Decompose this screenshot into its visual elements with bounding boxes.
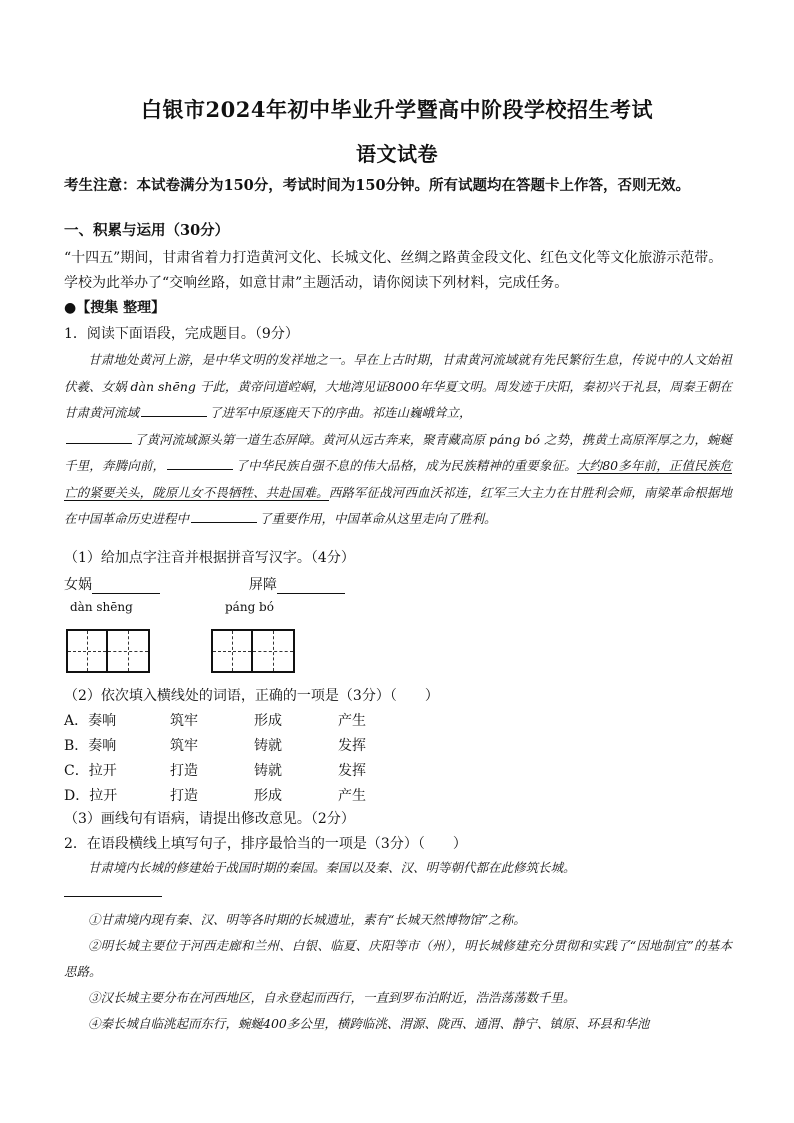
sentence-option: ③汉长城主要分布在河西地区，自永登起而西行，一直到罗布泊附近，浩浩荡荡数千里。 [88, 990, 576, 1005]
option-word: 发挥 [338, 763, 366, 779]
subquestion-2: （2）依次填入横线处的词语，正确的一项是（3分）（ ） [64, 688, 439, 704]
option-label: A．奏响 [64, 713, 117, 729]
answer-line[interactable] [92, 579, 160, 594]
sentence-option: ①甘肃境内现有秦、汉、明等各时期的长城遗址，素有“长城天然博物馆”之称。 [88, 912, 526, 927]
sentence-option: ②明长城主要位于河西走廊和兰州、白银、临夏、庆阳等市（州），明长城修建充分贯彻和实践了“因地制宜”的基本思路。 [64, 938, 732, 979]
option-word: 形成 [254, 788, 282, 804]
answer-line[interactable] [277, 579, 345, 594]
passage-text: 了黄河流域源头第一道生态屏障。黄河从远古奔来，聚青藏高原 páng bó 之势，携黄土高原浑厚之力，蜿蜒千里，奔腾向前， [64, 431, 732, 473]
option-word: 产生 [338, 713, 366, 729]
answer-blank[interactable] [141, 415, 207, 417]
exam-subtitle: 语文试卷 [356, 142, 438, 166]
grid-cell[interactable] [108, 631, 148, 671]
option-word: 铸就 [254, 763, 282, 779]
answer-blank[interactable] [66, 442, 132, 444]
option-word: 打造 [170, 788, 198, 804]
word-nuwa: 女娲 [64, 577, 92, 593]
passage-text: 了进军中原逐鹿天下的序曲。祁连山巍峨耸立， [209, 405, 472, 420]
section-heading: 一、积累与运用（30分） [64, 222, 230, 239]
writing-grid[interactable] [66, 629, 150, 673]
pinyin-fill-row [64, 574, 464, 594]
option-label: B．奏响 [64, 738, 117, 754]
pinyin-label: páng bó [225, 600, 274, 614]
divider [64, 896, 162, 897]
option-label: C．拉开 [64, 763, 117, 779]
sentence-option: ④秦长城自临洮起而东行，蜿蜒400多公里，横跨临洮、渭源、陇西、通渭、静宁、镇原、环县和华池 [88, 1016, 650, 1031]
exam-title: 白银市2024年初中毕业升学暨高中阶段学校招生考试 [141, 97, 653, 122]
grid-cell[interactable] [253, 631, 293, 671]
question-2-passage: 甘肃境内长城的修建始于战国时期的秦国。秦国以及秦、汉、明等朝代都在此修筑长城。 [88, 860, 576, 875]
option-row[interactable] [64, 710, 422, 730]
option-word: 筑牢 [170, 738, 198, 754]
passage-text: 了中华民族自强不息的伟大品格，成为民族精神的重要象征。 [235, 458, 577, 473]
passage-text: 了重要作用，中国革命从这里走向了胜利。 [259, 511, 497, 526]
option-row[interactable] [64, 760, 422, 780]
option-word: 形成 [254, 713, 282, 729]
task-label: ●【搜集 整理】 [64, 300, 166, 316]
grid-cell[interactable] [68, 631, 108, 671]
subquestion-1: （1）给加点字注音并根据拼音写汉字。（4分） [64, 550, 355, 566]
pinyin-label: dàn shēng [70, 600, 133, 614]
option-word: 铸就 [254, 738, 282, 754]
option-word: 产生 [338, 788, 366, 804]
subquestion-3: （3）画线句有语病，请提出修改意见。（2分） [64, 811, 355, 827]
option-word: 发挥 [338, 738, 366, 754]
writing-grid[interactable] [211, 629, 295, 673]
option-label: D．拉开 [64, 788, 118, 804]
option-row[interactable] [64, 735, 422, 755]
option-word: 打造 [170, 763, 198, 779]
question-1-stem: 1．阅读下面语段，完成题目。（9分） [64, 326, 299, 342]
passage-text: 西路军征战河西血沃祁连，红军三大主力在甘胜利会师，南梁革命根据地在中国革命历史进程中 [64, 484, 732, 526]
activity-intro: “十四五”期间，甘肃省着力打造黄河文化、长城文化、丝绸之路黄金段文化、红色文化等文化旅游示范带。学校为此举办了“交响丝路，如意甘肃”主题活动，请你阅读下列材料，完成任务。 [64, 250, 723, 291]
option-row[interactable] [64, 785, 422, 805]
exam-notice: 考生注意：本试卷满分为150分，考试时间为150分钟。所有试题均在答题卡上作答，否则无效。 [64, 177, 691, 194]
passage-text: 甘肃地处黄河上游，是中华文明的发祥地之一。早在上古时期，甘肃黄河流域就有先民繁衍生息，传说中的人文始祖伏羲、女娲 dàn shēng 于此，黄帝问道崆峒，大地湾见证8000年华夏文明。周发迹于庆阳，秦初兴于礼县，周秦王朝在甘肃黄河流域 [64, 352, 732, 420]
question-1-passage [64, 347, 732, 533]
answer-blank[interactable] [191, 521, 257, 523]
question-2-stem: 2．在语段横线上填写句子，排序最恰当的一项是（3分）（ ） [64, 836, 467, 852]
answer-blank[interactable] [167, 468, 233, 470]
word-pingzhang: 屏障 [248, 577, 277, 593]
grid-cell[interactable] [213, 631, 253, 671]
underlined-sentence: 大约80多年前，正值民族危亡的紧要关头，陇原儿女不畏牺牲、共赴国难。 [64, 458, 732, 500]
option-word: 筑牢 [170, 713, 198, 729]
